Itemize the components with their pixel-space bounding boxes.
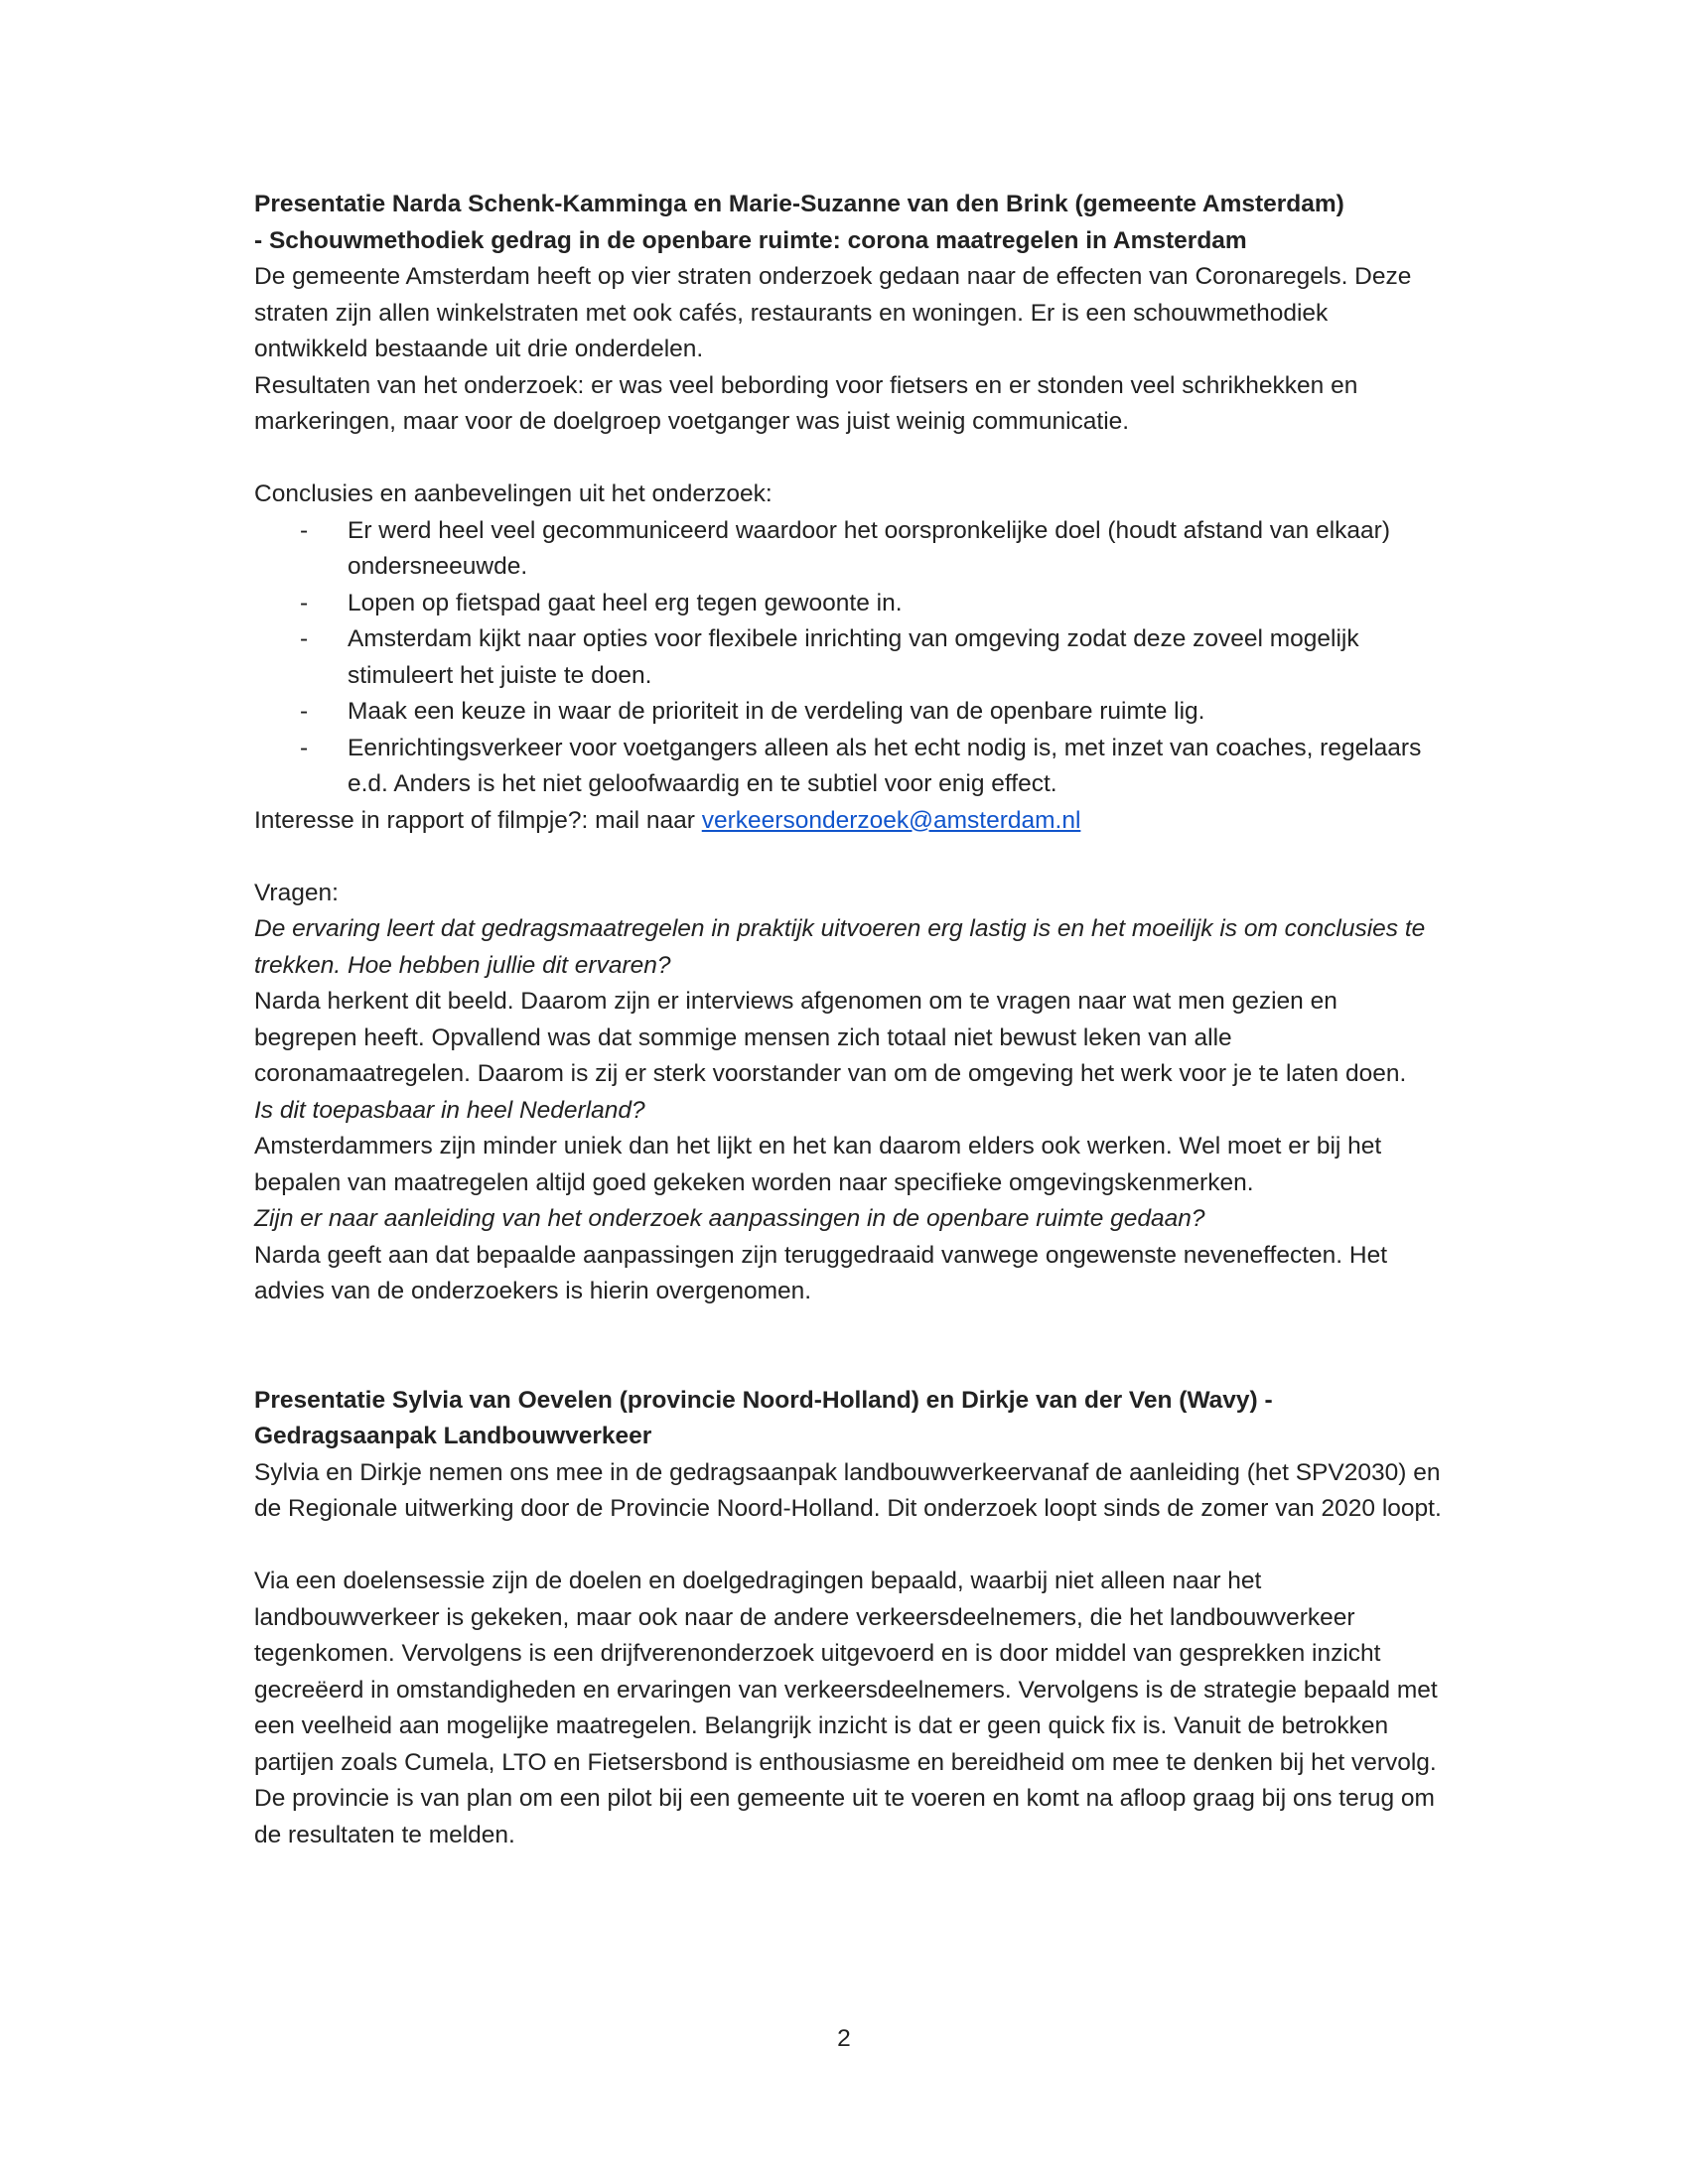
conclusions-list bbox=[254, 513, 1446, 803]
question-3: Zijn er naar aanleiding van het onderzoek aanpassingen in de openbare ruimte gedaan? bbox=[254, 1205, 1205, 1232]
section-landbouwverkeer bbox=[254, 1383, 1446, 1854]
interest-line bbox=[254, 803, 1446, 840]
interest-text: Interesse in rapport of filmpje?: mail naar bbox=[254, 806, 702, 834]
answer-2: Amsterdammers zijn minder uniek dan het lijkt en het kan daarom elders ook werken. Wel moet er bij het bepalen van maatregelen altijd goed gekeken worden naar specifieke omgevingskenmerken. bbox=[254, 1133, 1382, 1196]
conclusions-title: Conclusies en aanbevelingen uit het onderzoek: bbox=[254, 480, 773, 507]
answer-3: Narda geeft aan dat bepaalde aanpassingen zijn teruggedraaid vanwege ongewenste neveneffecten. Het advies van de onderzoekers is hierin overgenomen. bbox=[254, 1241, 1388, 1304]
page-number: 2 bbox=[837, 2025, 851, 2052]
questions-title: Vragen: bbox=[254, 879, 339, 906]
paragraph-2: Via een doelensessie zijn de doelen en doelgedragingen bepaald, waarbij niet alleen naar het landbouwverkeer is gekeken, maar ook naar de andere verkeersdeelnemers, die het landbouwverkeer tegenkomen. Vervolgens is een drijfverenonderzoek uitgevoerd en is door middel van gesprekken inzicht gecreëerd in omstandigheden en ervaringen van verkeersdeelnemers. Vervolgens is de strategie bepaald met een veelheid aan mogelijke maatregelen. Belangrijk inzicht is dat er geen quick fix is. Vanuit de betrokken partijen zoals Cumela, LTO en Fietsersbond is enthousiasme en bereidheid om mee te denken bij het vervolg. De provincie is van plan om een pilot bij een gemeente uit te voeren en komt na afloop graag bij ons terug om de resultaten te melden. bbox=[254, 1568, 1438, 1848]
section-amsterdam bbox=[254, 187, 1446, 1310]
list-item: - Maak een keuze in waar de prioriteit in de verdeling van de openbare ruimte lig. bbox=[348, 694, 1446, 731]
document-page bbox=[254, 187, 1446, 1853]
list-item: - Amsterdam kijkt naar opties voor flexibele inrichting van omgeving zodat deze zoveel mogelijk stimuleert het juiste te doen. bbox=[348, 621, 1446, 694]
question-1: De ervaring leert dat gedragsmaatregelen in praktijk uitvoeren erg lastig is en het moeilijk is om conclusies te trekken. Hoe hebben jullie dit ervaren? bbox=[254, 915, 1426, 979]
results-paragraph: Resultaten van het onderzoek: er was veel bebording voor fietsers en er stonden veel schrikhekken en markeringen, maar voor de doelgroep voetganger was juist weinig communicatie. bbox=[254, 371, 1358, 435]
heading-line-1: Presentatie Sylvia van Oevelen (provincie Noord-Holland) en Dirkje van der Ven (Wavy) - bbox=[254, 1386, 1273, 1414]
answer-1: Narda herkent dit beeld. Daarom zijn er interviews afgenomen om te vragen naar wat men gezien en begrepen heeft. Opvallend was dat sommige mensen zich totaal niet bewust leken van alle coronamaatregelen. Daarom is zij er sterk voorstander van om de omgeving het werk voor je te laten doen. bbox=[254, 988, 1407, 1087]
paragraph-1: Sylvia en Dirkje nemen ons mee in de gedragsaanpak landbouwverkeervanaf de aanleiding (het SPV2030) en de Regionale uitwerking door de Provincie Noord-Holland. Dit onderzoek loopt sinds de zomer van 2020 loopt. bbox=[254, 1458, 1442, 1522]
list-item: - Lopen op fietspad gaat heel erg tegen gewoonte in. bbox=[348, 586, 1446, 622]
question-2: Is dit toepasbaar in heel Nederland? bbox=[254, 1096, 645, 1124]
heading-line-2: Gedragsaanpak Landbouwverkeer bbox=[254, 1423, 652, 1449]
section-heading bbox=[254, 187, 1446, 259]
email-link[interactable]: verkeersonderzoek@amsterdam.nl bbox=[701, 806, 1081, 834]
list-item: - Er werd heel veel gecommuniceerd waardoor het oorspronkelijke doel (houdt afstand van elkaar) ondersneeuwde. bbox=[348, 513, 1446, 586]
heading-line-1: Presentatie Narda Schenk-Kamminga en Marie-Suzanne van den Brink (gemeente Amsterdam) bbox=[254, 191, 1344, 217]
section-heading bbox=[254, 1383, 1446, 1455]
list-item: - Eenrichtingsverkeer voor voetgangers alleen als het echt nodig is, met inzet van coaches, regelaars e.d. Anders is het niet geloofwaardig en te subtiel voor enig effect. bbox=[348, 731, 1446, 803]
intro-paragraph: De gemeente Amsterdam heeft op vier straten onderzoek gedaan naar de effecten van Coronaregels. Deze straten zijn allen winkelstraten met ook cafés, restaurants en woningen. Er is een schouwmethodiek ontwikkeld bestaande uit drie onderdelen. bbox=[254, 263, 1412, 362]
heading-line-2: - Schouwmethodiek gedrag in de openbare ruimte: corona maatregelen in Amsterdam bbox=[254, 226, 1247, 254]
